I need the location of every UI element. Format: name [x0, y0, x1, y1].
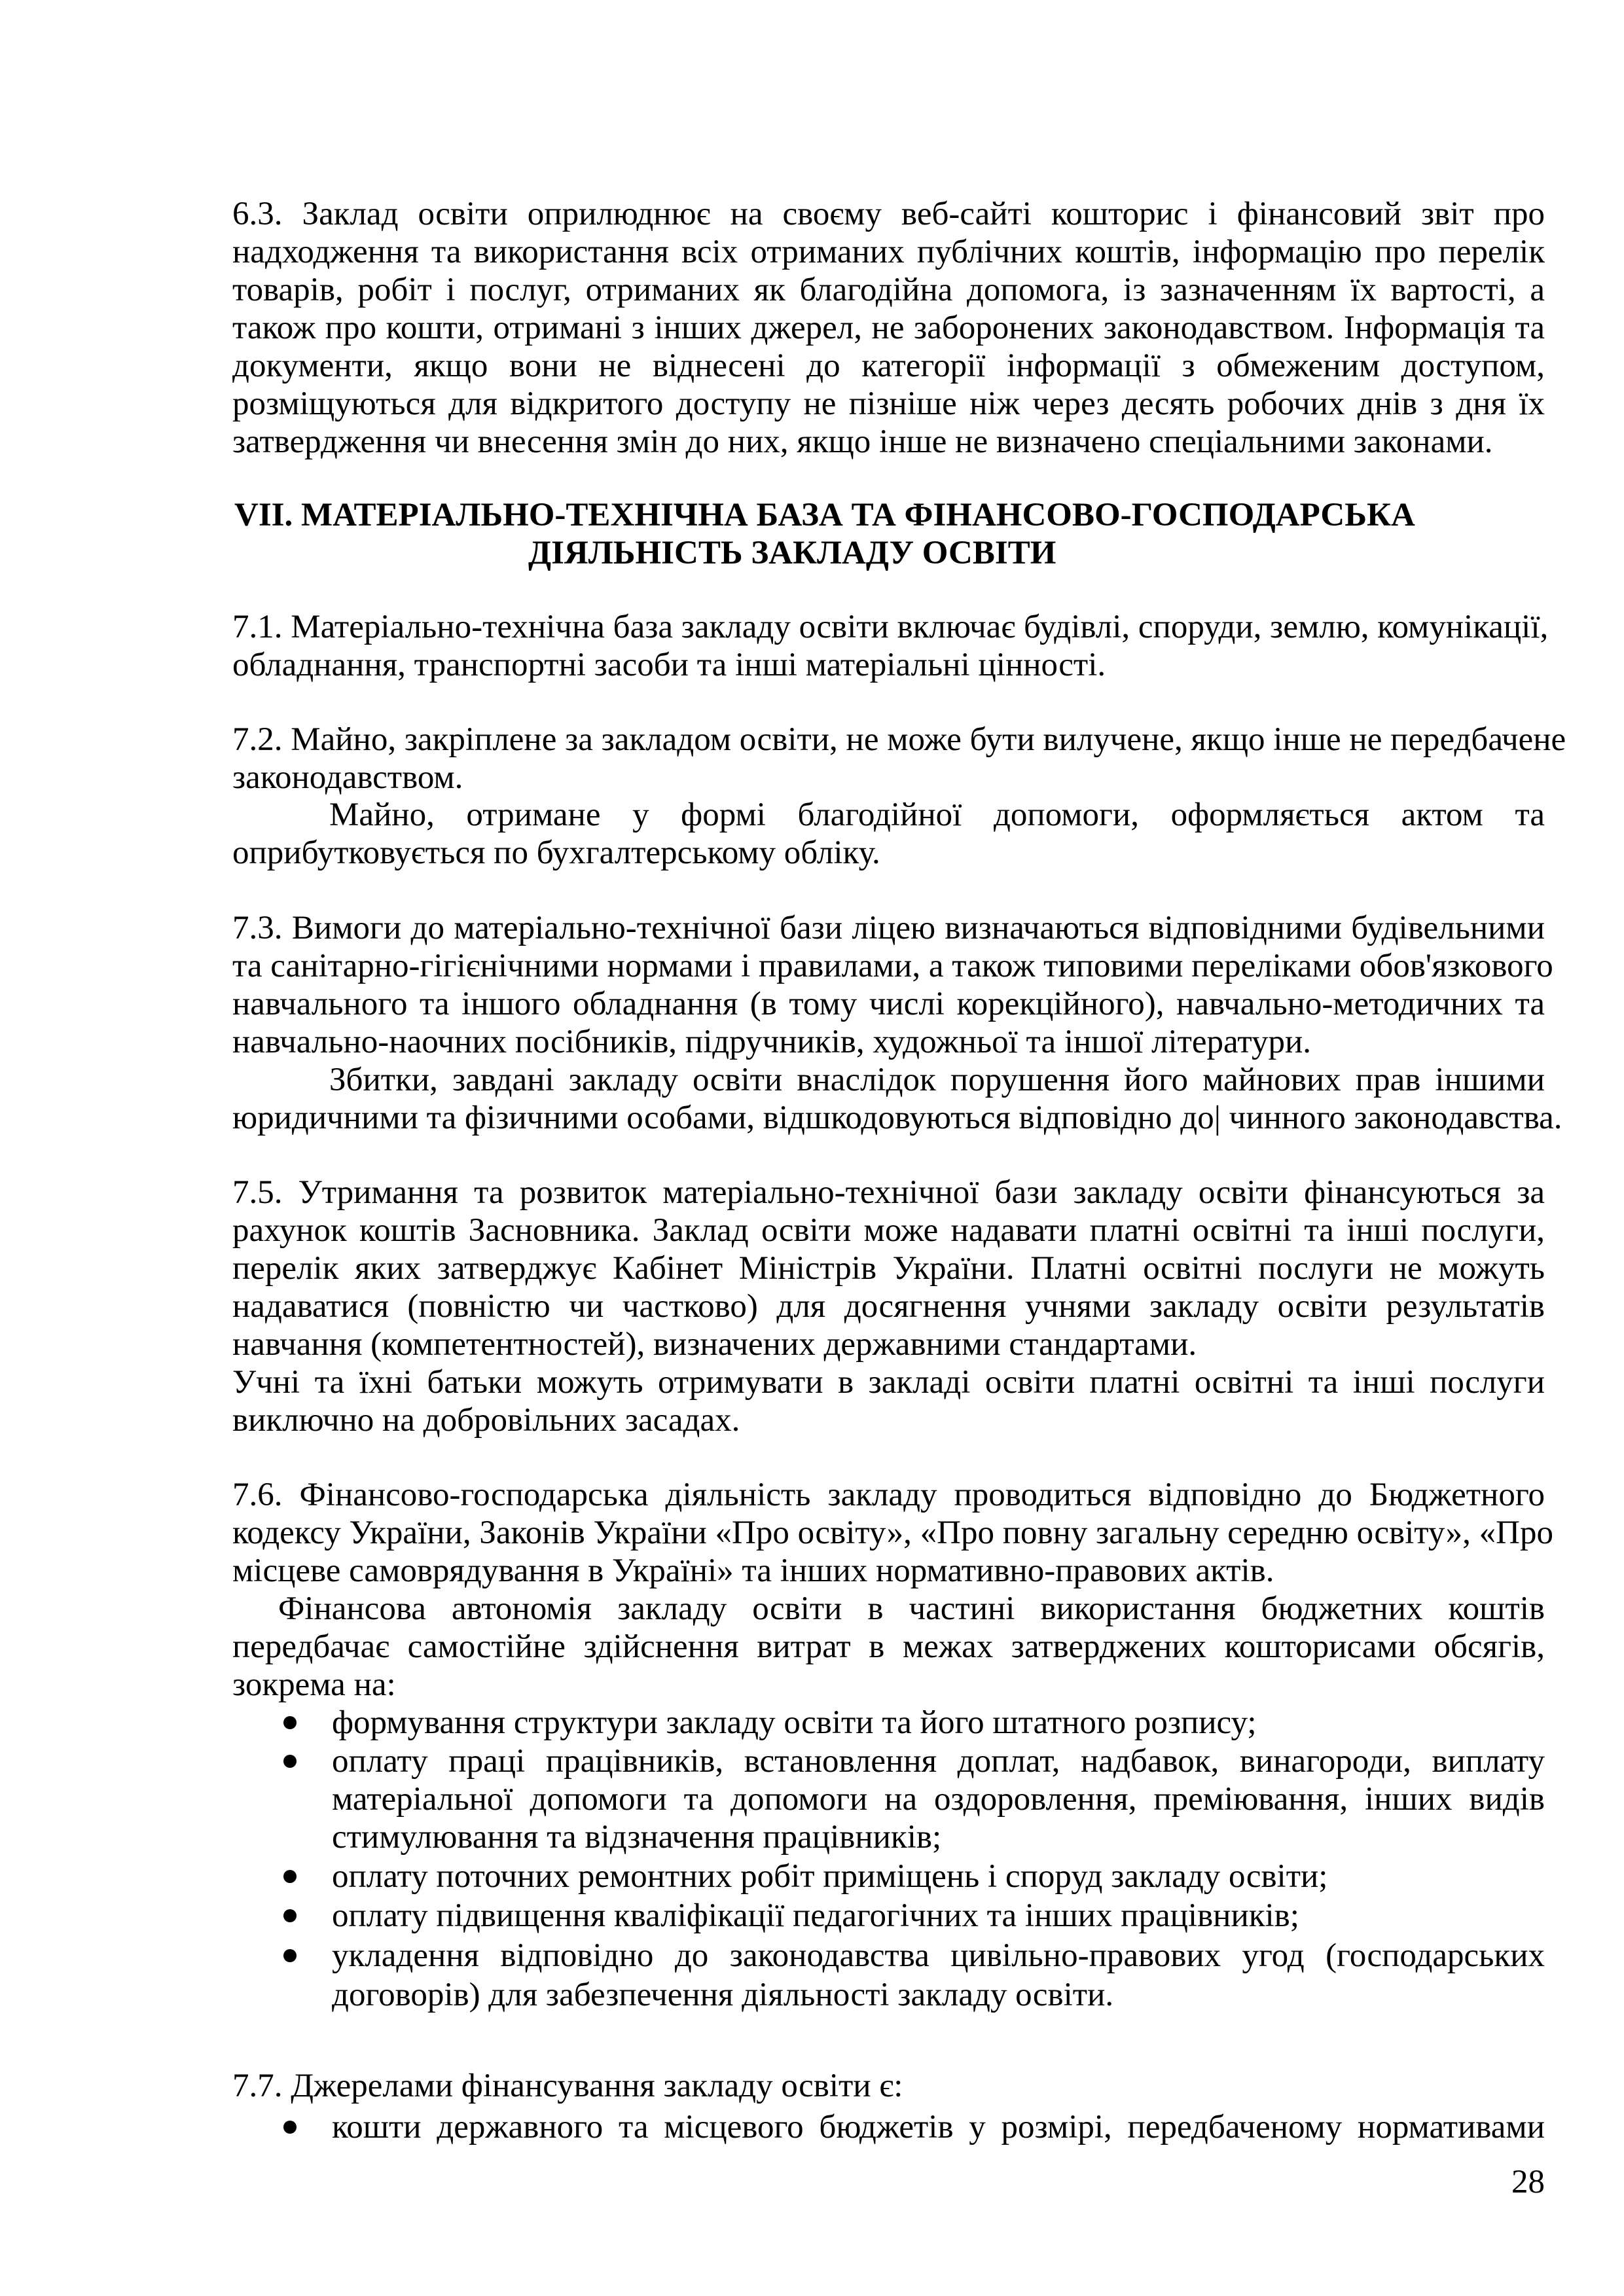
list-item-text: укладення відповідно до законодавства цивільно-правових угод (господарських — [332, 1937, 1545, 1974]
text-line: передбачає самостійне здійснення витрат в межах затверджених кошторисами обсягів, — [232, 1628, 1545, 1665]
text-line: 7.7. Джерелами фінансування закладу освіти є: — [232, 2068, 903, 2104]
text-line: 6.3. Заклад освіти оприлюднює на своєму веб-сайті кошторис і фінансовий звіт про — [232, 196, 1545, 232]
list-item-text: договорів) для забезпечення діяльності закладу освіти. — [332, 1977, 1114, 2013]
text-line: законодавством. — [232, 759, 463, 796]
text-line: Фінансова автономія закладу освіти в частині використання бюджетних коштів — [278, 1590, 1545, 1627]
text-line: Учні та їхні батьки можуть отримувати в закладі освіти платні освітні та інші послуги — [232, 1364, 1545, 1401]
list-item-text: оплату поточних ремонтних робіт приміщень і споруд закладу освіти; — [332, 1858, 1328, 1895]
list-item-text: кошти державного та місцевого бюджетів у розмірі, передбаченому нормативами — [332, 2109, 1545, 2145]
section-heading-line-2: ДІЯЛЬНІСТЬ ЗАКЛАДУ ОСВІТИ — [528, 535, 1056, 571]
text-line: надаватися (повністю чи частково) для досягнення учнями закладу освіти результатів — [232, 1288, 1545, 1325]
page-number: 28 — [1511, 2164, 1545, 2200]
text-line: кодексу України, Законів України «Про освіту», «Про повну загальну середню освіту», «Про — [232, 1515, 1554, 1551]
text-line: оприбутковується по бухгалтерському обліку. — [232, 834, 880, 871]
bullet-icon — [283, 1909, 297, 1922]
text-line: 7.3. Вимоги до матеріально-технічної бази ліцею визначаються відповідними будівельними — [232, 910, 1545, 946]
text-line: надходження та використання всіх отриманих публічних коштів, інформацію про перелік — [232, 234, 1545, 270]
text-line: документи, якщо вони не віднесені до категорії інформації з обмеженим доступом, — [232, 348, 1545, 384]
text-line: рахунок коштів Засновника. Заклад освіти може надавати платні освітні та інші послуги, — [232, 1212, 1545, 1249]
list-item-text: оплату праці працівників, встановлення доплат, надбавок, винагороди, виплату — [332, 1743, 1545, 1780]
bullet-icon — [283, 1755, 297, 1768]
text-line: також про кошти, отримані з інших джерел, не заборонених законодавством. Інформація та — [232, 310, 1545, 346]
bullet-icon — [283, 1949, 297, 1962]
text-line: навчання (компетентностей), визначених державними стандартами. — [232, 1326, 1197, 1363]
text-line: 7.5. Утримання та розвиток матеріально-технічної бази закладу освіти фінансуються за — [232, 1174, 1545, 1211]
text-line: 7.2. Майно, закріплене за закладом освіти, не може бути вилучене, якщо інше не передбачене — [232, 721, 1566, 758]
list-item-text: стимулювання та відзначення працівників; — [332, 1819, 942, 1856]
text-line: зокрема на: — [232, 1666, 396, 1703]
text-line: навчального та іншого обладнання (в тому числі корекційного), навчально-методичних та — [232, 986, 1545, 1022]
text-line: навчально-наочних посібників, підручників, художньої та іншої літератури. — [232, 1024, 1312, 1060]
bullet-icon — [283, 1716, 297, 1729]
list-item-text: оплату підвищення кваліфікації педагогічних та інших працівників; — [332, 1897, 1299, 1934]
text-line: та санітарно-гігієнічними нормами і правилами, а також типовими переліками обов'язкового — [232, 948, 1553, 984]
text-line: товарів, робіт і послуг, отриманих як благодійна допомога, із зазначенням їх вартості, а — [232, 272, 1545, 308]
list-item-text: формування структури закладу освіти та його штатного розпису; — [332, 1704, 1257, 1741]
text-line: юридичними та фізичними особами, відшкодовуються відповідно до| чинного законодавства. — [232, 1100, 1562, 1136]
text-line: затвердження чи внесення змін до них, якщо інше не визначено спеціальними законами. — [232, 423, 1493, 460]
text-line: 7.6. Фінансово-господарська діяльність закладу проводиться відповідно до Бюджетного — [232, 1477, 1545, 1513]
text-line: 7.1. Матеріально-технічна база закладу освіти включає будівлі, споруди, землю, комунікації, — [232, 609, 1549, 645]
text-line: перелік яких затверджує Кабінет Міністрів України. Платні освітні послуги не можуть — [232, 1250, 1545, 1287]
text-line: Збитки, завдані закладу освіти внаслідок порушення його майнових прав іншими — [329, 1062, 1545, 1098]
text-line: обладнання, транспортні засоби та інші матеріальні цінності. — [232, 647, 1106, 683]
text-line: розміщуються для відкритого доступу не пізніше ніж через десять робочих днів з дня їх — [232, 386, 1545, 422]
text-line: Майно, отримане у формі благодійної допомоги, оформляється актом та — [329, 797, 1545, 833]
text-line: місцеве самоврядування в Україні» та інших нормативно-правових актів. — [232, 1552, 1274, 1589]
section-heading-line-1: VII. МАТЕРІАЛЬНО-ТЕХНІЧНА БАЗА ТА ФІНАНСОВО-ГОСПОДАРСЬКА — [234, 497, 1415, 533]
bullet-icon — [283, 1870, 297, 1883]
bullet-icon — [283, 2121, 297, 2134]
list-item-text: матеріальної допомоги та допомоги на оздоровлення, преміювання, інших видів — [332, 1781, 1545, 1818]
text-line: виключно на добровільних засадах. — [232, 1402, 740, 1439]
